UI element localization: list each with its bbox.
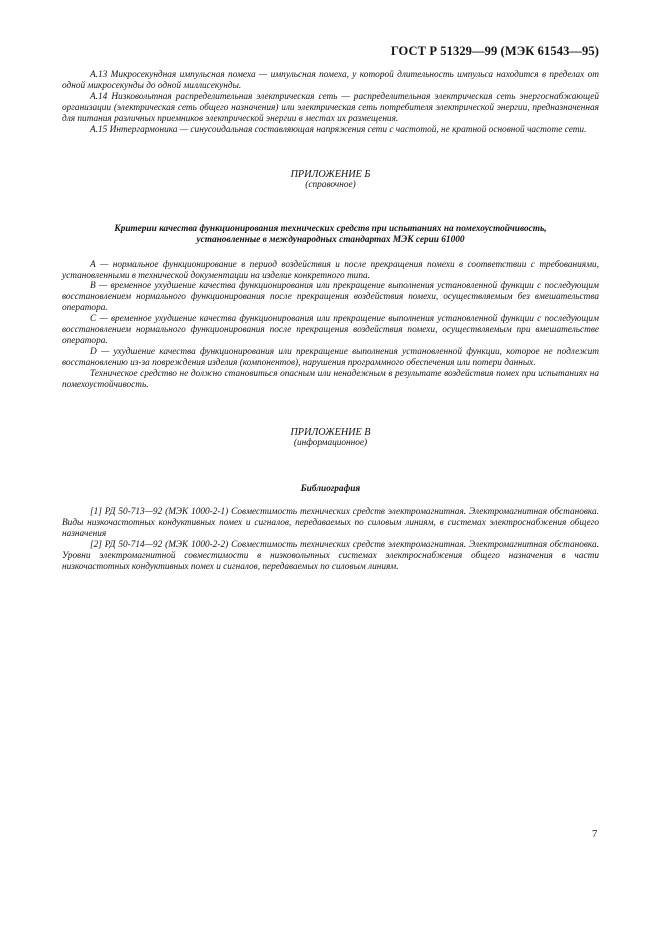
- page-number: 7: [592, 829, 598, 840]
- appendix-v-title: ПРИЛОЖЕНИЕ В: [290, 426, 371, 438]
- criterion-b: В — временное ухудшение качества функционирования или прекращение выполнения установленной функции с последующим восстановлением нормального функционирования после прекращения воздействия помехи, осуществляемым без вмешательства оператора.: [62, 281, 599, 314]
- page-content: [62, 70, 599, 573]
- definition-a15: А.15 Интергармоника — синусоидальная составляющая напряжения сети с частотой, не кратной основной частоте сети.: [90, 124, 587, 135]
- bibliography-heading: Библиография: [300, 483, 361, 494]
- appendix-b-title: ПРИЛОЖЕНИЕ Б: [290, 169, 371, 181]
- criterion-c: С — временное ухудшение качества функционирования или прекращение выполнения установленной функции с последующим восстановлением нормального функционирования после прекращения воздействия помехи, осуществляемым при вмешательстве оператора.: [62, 314, 599, 346]
- criterion-d: D — ухудшение качества функционирования или прекращение выполнения установленной функции, которое не подлежит восстановлению из-за повреждения изделия (компонентов), нарушения программного обеспечения или потери данных.: [62, 346, 599, 368]
- reference-2: [2] РД 50-714—92 (МЭК 1000-2-2) Совместимость технических средств электромагнитная. Электромагнитная обстановка. Уровни электромагнитной совместимости в низковольтных системах электроснабжения общего назначения в части низкочастотных кондуктивных помех и сигналов, передаваемых по силовым линиям.: [62, 539, 599, 572]
- definition-a13: А.13 Микросекундная импульсная помеха — импульсная помеха, у которой длительность импульса находится в пределах от одной микросекунды до одной миллисекунды.: [62, 70, 599, 91]
- appendix-b-heading-line1: Критерии качества функционирования технических средств при испытаниях на помехоустойчивость,: [114, 224, 547, 235]
- document-header: ГОСТ Р 51329—99 (МЭК 61543—95): [390, 44, 599, 58]
- criterion-a: А — нормальное функционирование в период воздействия и после прекращения помехи в соответствии с требованиями, установленными в технической документации на изделие конкретного типа.: [62, 259, 599, 281]
- safety-note: Техническое средство не должно становиться опасным или ненадежным в результате воздействия помех при испытаниях на помехоустойчивость.: [62, 368, 599, 390]
- appendix-b-heading-line2: установленные в международных стандартах МЭК серии 61000: [196, 235, 465, 246]
- definition-a14: А.14 Низковольтная распределительная электрическая сеть — распределительная электрическая сеть энергоснабжающей организации (электрическая сеть общего назначения) или электрическая сеть потребителя электрической энергии, предназначенная для питания различных приемников электрической энергии в местах их размещения.: [62, 91, 599, 124]
- appendix-b-subtitle: (справочное): [305, 180, 356, 191]
- appendix-v-subtitle: (информационное): [293, 437, 368, 448]
- reference-1: [1] РД 50-713—92 (МЭК 1000-2-1) Совместимость технических средств электромагнитная. Электромагнитная обстановка. Виды низкочастотных кондуктивных помех и сигналов, передаваемых по силовым линиям, в системах электроснабжения общего назначения: [62, 507, 599, 539]
